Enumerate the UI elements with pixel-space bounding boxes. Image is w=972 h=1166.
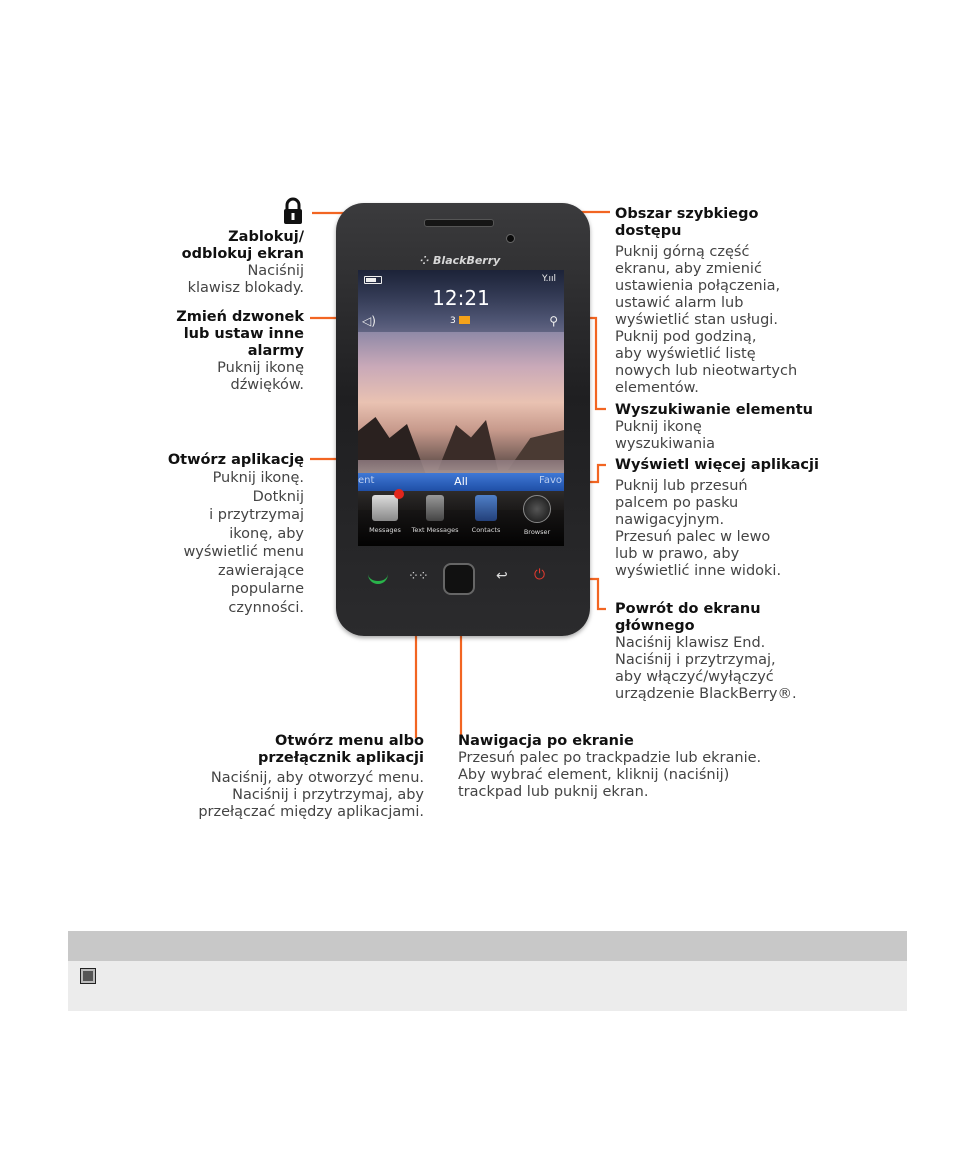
phone-screen <box>358 270 564 546</box>
callout-navigation <box>458 733 818 801</box>
callout-desc: palcem po pasku <box>615 495 739 511</box>
callout-desc: klawisz blokady. <box>187 280 304 296</box>
callout-desc: czynności. <box>228 599 304 616</box>
callout-title: Powrót do ekranu <box>615 601 761 617</box>
app-browser[interactable] <box>512 495 562 536</box>
callout-desc: Puknij ikonę <box>217 360 304 376</box>
callout-desc: i przytrzymaj <box>209 507 304 523</box>
nav-tab-all[interactable]: All <box>454 475 468 488</box>
call-key-icon[interactable] <box>368 571 388 584</box>
callout-desc: wyświetlić menu <box>183 544 304 560</box>
callout-desc: Naciśnij klawisz End. <box>615 635 766 651</box>
callout-desc: ustawienia połączenia, <box>615 278 781 294</box>
callout-title: Otwórz aplikację <box>167 452 304 468</box>
trackpad[interactable] <box>443 563 475 595</box>
callout-title: Zmień dzwonek <box>176 309 304 325</box>
callout-desc: wyświetlić inne widoki. <box>615 563 782 579</box>
callout-lock <box>120 229 304 297</box>
app-contacts[interactable] <box>461 495 511 534</box>
notification-indicator[interactable] <box>450 316 470 326</box>
callout-desc: lub w prawo, aby <box>615 546 740 562</box>
checkbox-icon[interactable] <box>80 968 96 984</box>
callout-open-app <box>120 452 304 617</box>
callout-desc: Dotknij <box>252 488 304 505</box>
app-label: Messages <box>369 526 401 534</box>
notification-envelope-icon <box>459 316 470 324</box>
end-key-icon[interactable]: ⏻ <box>534 567 546 583</box>
browser-icon <box>523 495 551 523</box>
app-label: Text Messages <box>411 526 459 534</box>
callout-desc: aby włączyć/wyłączyć <box>615 669 774 685</box>
callout-desc: nawigacyjnym. <box>615 512 725 528</box>
callout-desc: wyświetlić stan usługi. <box>615 312 778 328</box>
table-row <box>68 961 907 1011</box>
brand-name: BlackBerry <box>433 254 501 267</box>
callout-search <box>615 402 815 453</box>
app-text-messages[interactable] <box>410 495 460 534</box>
nav-tab-next[interactable]: Favo <box>539 475 562 486</box>
search-icon[interactable]: ⚲ <box>549 314 558 328</box>
callout-title: Zablokuj/ <box>228 229 304 245</box>
callout-desc: ekranu, aby zmienić <box>615 261 762 277</box>
callout-desc: Przesuń palec po trackpadzie lub ekranie. <box>458 750 762 766</box>
callout-title: odblokuj ekran <box>181 246 304 262</box>
callout-home <box>615 601 815 703</box>
back-key-icon[interactable]: ↩ <box>496 568 508 584</box>
callout-desc: aby wyświetlić listę <box>615 346 756 362</box>
clock[interactable]: 12:21 <box>432 286 490 310</box>
callout-desc: zawierające <box>218 562 304 579</box>
table-header <box>68 931 907 961</box>
callout-desc: przełączać między aplikacjami. <box>198 804 424 820</box>
text-messages-icon <box>426 495 444 521</box>
callout-desc: Puknij górną część <box>615 244 750 260</box>
callout-desc: nowych lub nieotwartych <box>615 363 798 379</box>
front-camera <box>506 234 515 243</box>
callout-title: Wyświetl więcej aplikacji <box>615 457 819 473</box>
callout-desc: wyszukiwania <box>615 436 716 452</box>
brand-logo: ⁘ BlackBerry <box>420 254 501 267</box>
callout-desc: elementów. <box>615 380 699 396</box>
callout-desc: Naciśnij, aby otworzyć menu. <box>210 770 424 786</box>
callout-menu <box>160 733 424 821</box>
notification-count: 3 <box>450 316 456 326</box>
callout-title: głównego <box>615 618 695 634</box>
lock-icon <box>283 197 303 229</box>
nav-tab-prev[interactable]: ent <box>358 475 375 486</box>
callout-title: lub ustaw inne <box>183 326 304 342</box>
callout-desc: dźwięków. <box>230 377 304 393</box>
callout-desc: Puknij ikonę <box>615 419 702 435</box>
app-label: Contacts <box>471 526 501 534</box>
signal-icon: Y.ııl <box>541 274 556 284</box>
earpiece-speaker <box>424 219 494 227</box>
callout-title: przełącznik aplikacji <box>257 750 424 766</box>
callout-desc: ustawić alarm lub <box>615 295 744 311</box>
callout-desc: Puknij pod godziną, <box>615 329 757 345</box>
callout-title: alarmy <box>247 343 304 359</box>
quick-access-area[interactable] <box>358 270 564 332</box>
callout-desc: popularne <box>230 581 304 597</box>
callout-desc: trackpad lub puknij ekran. <box>458 784 649 800</box>
callout-desc: Naciśnij <box>247 263 304 279</box>
callout-more-apps <box>615 457 819 580</box>
battery-icon <box>364 276 382 284</box>
callout-desc: Naciśnij i przytrzymaj, <box>615 652 776 668</box>
speaker-icon[interactable]: ◁) <box>362 314 376 328</box>
contacts-icon <box>475 495 497 521</box>
app-label: Browser <box>523 528 551 536</box>
callout-desc: urządzenie BlackBerry®. <box>615 686 797 702</box>
blackberry-phone <box>336 203 590 636</box>
callout-desc: Puknij ikonę. <box>212 470 304 486</box>
callout-title: dostępu <box>615 223 682 239</box>
app-messages[interactable] <box>360 495 410 534</box>
callout-desc: Aby wybrać element, kliknij (naciśnij) <box>458 767 730 783</box>
app-tray <box>358 491 564 546</box>
callout-title: Obszar szybkiego <box>615 206 759 222</box>
callout-desc: Naciśnij i przytrzymaj, aby <box>232 787 424 803</box>
menu-key-icon[interactable]: ⁘⁘ <box>408 569 428 584</box>
callout-desc: ikonę, aby <box>229 525 304 542</box>
callout-ringtone <box>120 309 304 394</box>
callout-title: Wyszukiwanie elementu <box>615 402 813 418</box>
callout-desc: Przesuń palec w lewo <box>615 529 771 545</box>
callout-quick-access <box>615 206 815 397</box>
callout-title: Nawigacja po ekranie <box>458 733 634 749</box>
callout-desc: Puknij lub przesuń <box>615 478 748 494</box>
hardware-keys <box>350 563 576 599</box>
callout-title: Otwórz menu albo <box>275 733 424 749</box>
messages-icon <box>372 495 398 521</box>
navigation-bar[interactable] <box>358 473 564 491</box>
